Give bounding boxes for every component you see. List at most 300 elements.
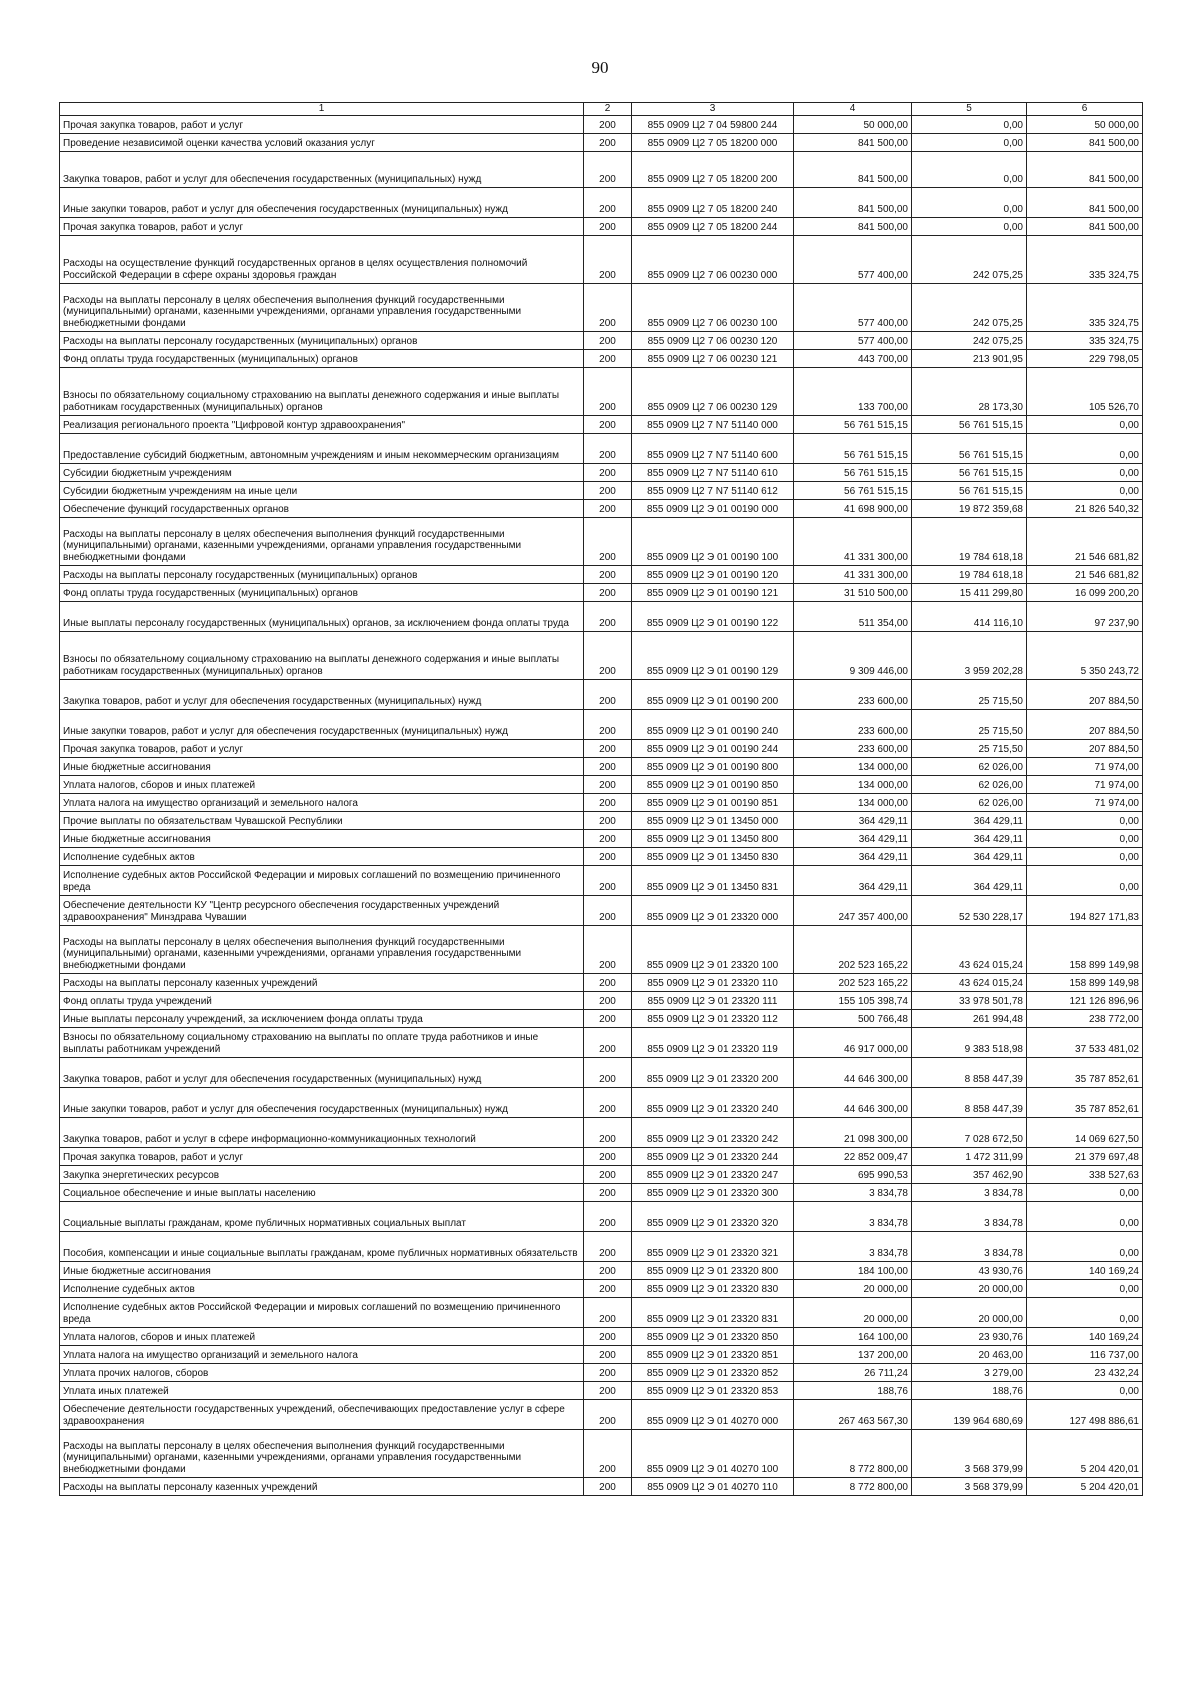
row-approved-cell: 841 500,00 — [794, 152, 912, 188]
row-remaining-cell: 50 000,00 — [1027, 116, 1143, 134]
row-approved-cell: 8 772 800,00 — [794, 1430, 912, 1478]
row-approved-cell: 233 600,00 — [794, 680, 912, 710]
row-csr-cell: 855 0909 Ц2 Э 01 23320 320 — [632, 1202, 794, 1232]
row-approved-cell: 511 354,00 — [794, 602, 912, 632]
row-remaining-cell: 5 350 243,72 — [1027, 632, 1143, 680]
row-approved-cell: 247 357 400,00 — [794, 896, 912, 926]
row-csr-cell: 855 0909 Ц2 7 06 00230 129 — [632, 368, 794, 416]
table-row — [60, 332, 1143, 350]
table-row — [60, 1298, 1143, 1328]
row-approved-cell: 155 105 398,74 — [794, 992, 912, 1010]
row-executed-cell: 33 978 501,78 — [912, 992, 1027, 1010]
table-row — [60, 518, 1143, 566]
row-executed-cell: 19 784 618,18 — [912, 566, 1027, 584]
row-code-cell: 200 — [584, 896, 632, 926]
row-approved-cell: 41 331 300,00 — [794, 518, 912, 566]
row-code-cell: 200 — [584, 1328, 632, 1346]
row-remaining-cell: 0,00 — [1027, 416, 1143, 434]
row-executed-cell: 19 872 359,68 — [912, 500, 1027, 518]
row-code-cell: 200 — [584, 812, 632, 830]
table-row — [60, 740, 1143, 758]
row-approved-cell: 41 331 300,00 — [794, 566, 912, 584]
table-row — [60, 896, 1143, 926]
row-name-cell: Иные бюджетные ассигнования — [60, 758, 584, 776]
table-row — [60, 974, 1143, 992]
row-remaining-cell: 14 069 627,50 — [1027, 1118, 1143, 1148]
row-name-cell: Уплата налога на имущество организаций и земельного налога — [60, 794, 584, 812]
row-name-cell: Взносы по обязательному социальному страхованию на выплаты денежного содержания и иные выплаты работникам государственных (муниципальных) органов — [60, 368, 584, 416]
row-remaining-cell: 0,00 — [1027, 830, 1143, 848]
row-approved-cell: 8 772 800,00 — [794, 1478, 912, 1496]
row-executed-cell: 0,00 — [912, 218, 1027, 236]
row-approved-cell: 364 429,11 — [794, 830, 912, 848]
row-name-cell: Закупка энергетических ресурсов — [60, 1166, 584, 1184]
row-name-cell: Субсидии бюджетным учреждениям — [60, 464, 584, 482]
row-csr-cell: 855 0909 Ц2 Э 01 23320 247 — [632, 1166, 794, 1184]
table-row — [60, 1232, 1143, 1262]
row-approved-cell: 56 761 515,15 — [794, 464, 912, 482]
row-approved-cell: 364 429,11 — [794, 848, 912, 866]
row-name-cell: Исполнение судебных актов — [60, 848, 584, 866]
row-executed-cell: 0,00 — [912, 134, 1027, 152]
row-code-cell: 200 — [584, 1298, 632, 1328]
row-remaining-cell: 841 500,00 — [1027, 134, 1143, 152]
row-code-cell: 200 — [584, 866, 632, 896]
table-row — [60, 710, 1143, 740]
table-row — [60, 1478, 1143, 1496]
table-row — [60, 1202, 1143, 1232]
row-code-cell: 200 — [584, 434, 632, 464]
row-csr-cell: 855 0909 Ц2 Э 01 23320 111 — [632, 992, 794, 1010]
row-approved-cell: 3 834,78 — [794, 1232, 912, 1262]
row-csr-cell: 855 0909 Ц2 Э 01 23320 110 — [632, 974, 794, 992]
table-row — [60, 632, 1143, 680]
row-remaining-cell: 127 498 886,61 — [1027, 1400, 1143, 1430]
table-row — [60, 482, 1143, 500]
row-name-cell: Исполнение судебных актов Российской Федерации и мировых соглашений по возмещению причиненного вреда — [60, 1298, 584, 1328]
row-code-cell: 200 — [584, 1364, 632, 1382]
row-name-cell: Прочая закупка товаров, работ и услуг — [60, 740, 584, 758]
row-name-cell: Расходы на выплаты персоналу государственных (муниципальных) органов — [60, 566, 584, 584]
table-row — [60, 116, 1143, 134]
row-approved-cell: 26 711,24 — [794, 1364, 912, 1382]
row-name-cell: Субсидии бюджетным учреждениям на иные цели — [60, 482, 584, 500]
row-code-cell: 200 — [584, 1148, 632, 1166]
row-code-cell: 200 — [584, 1232, 632, 1262]
row-executed-cell: 62 026,00 — [912, 776, 1027, 794]
row-remaining-cell: 841 500,00 — [1027, 152, 1143, 188]
row-code-cell: 200 — [584, 1118, 632, 1148]
row-csr-cell: 855 0909 Ц2 Э 01 23320 850 — [632, 1328, 794, 1346]
row-csr-cell: 855 0909 Ц2 Э 01 13450 831 — [632, 866, 794, 896]
row-csr-cell: 855 0909 Ц2 7 05 18200 000 — [632, 134, 794, 152]
row-csr-cell: 855 0909 Ц2 Э 01 40270 100 — [632, 1430, 794, 1478]
table-row — [60, 350, 1143, 368]
row-approved-cell: 364 429,11 — [794, 866, 912, 896]
table-row — [60, 1088, 1143, 1118]
table-row — [60, 464, 1143, 482]
row-executed-cell: 56 761 515,15 — [912, 434, 1027, 464]
row-code-cell: 200 — [584, 482, 632, 500]
table-row — [60, 236, 1143, 284]
row-approved-cell: 577 400,00 — [794, 236, 912, 284]
row-remaining-cell: 140 169,24 — [1027, 1328, 1143, 1346]
row-approved-cell: 31 510 500,00 — [794, 584, 912, 602]
row-remaining-cell: 37 533 481,02 — [1027, 1028, 1143, 1058]
row-approved-cell: 22 852 009,47 — [794, 1148, 912, 1166]
row-remaining-cell: 0,00 — [1027, 1202, 1143, 1232]
table-row — [60, 1118, 1143, 1148]
row-csr-cell: 855 0909 Ц2 Э 01 13450 000 — [632, 812, 794, 830]
row-csr-cell: 855 0909 Ц2 Э 01 00190 851 — [632, 794, 794, 812]
table-row — [60, 602, 1143, 632]
row-code-cell: 200 — [584, 1202, 632, 1232]
row-code-cell: 200 — [584, 758, 632, 776]
table-row — [60, 566, 1143, 584]
row-executed-cell: 3 568 379,99 — [912, 1478, 1027, 1496]
row-name-cell: Исполнение судебных актов Российской Федерации и мировых соглашений по возмещению причиненного вреда — [60, 866, 584, 896]
table-row — [60, 1166, 1143, 1184]
row-name-cell: Социальные выплаты гражданам, кроме публичных нормативных социальных выплат — [60, 1202, 584, 1232]
row-remaining-cell: 0,00 — [1027, 1382, 1143, 1400]
row-name-cell: Расходы на выплаты персоналу в целях обеспечения выполнения функций государственными (муниципальными) органами, казенными учреждениями, органами управления государственными внебюджетными фондами — [60, 518, 584, 566]
row-approved-cell: 20 000,00 — [794, 1280, 912, 1298]
row-code-cell: 200 — [584, 632, 632, 680]
row-approved-cell: 267 463 567,30 — [794, 1400, 912, 1430]
row-csr-cell: 855 0909 Ц2 7 06 00230 000 — [632, 236, 794, 284]
row-remaining-cell: 121 126 896,96 — [1027, 992, 1143, 1010]
row-executed-cell: 188,76 — [912, 1382, 1027, 1400]
row-csr-cell: 855 0909 Ц2 7 N7 51140 000 — [632, 416, 794, 434]
row-remaining-cell: 335 324,75 — [1027, 332, 1143, 350]
row-name-cell: Расходы на осуществление функций государственных органов в целях осуществления полномочий Российской Федерации в сфере охраны здоровья граждан — [60, 236, 584, 284]
row-csr-cell: 855 0909 Ц2 Э 01 23320 242 — [632, 1118, 794, 1148]
table-row — [60, 812, 1143, 830]
row-code-cell: 200 — [584, 584, 632, 602]
row-code-cell: 200 — [584, 848, 632, 866]
row-csr-cell: 855 0909 Ц2 Э 01 23320 000 — [632, 896, 794, 926]
row-remaining-cell: 335 324,75 — [1027, 284, 1143, 332]
row-csr-cell: 855 0909 Ц2 Э 01 23320 100 — [632, 926, 794, 974]
row-name-cell: Пособия, компенсации и иные социальные выплаты гражданам, кроме публичных нормативных обязательств — [60, 1232, 584, 1262]
table-row — [60, 794, 1143, 812]
table-row — [60, 218, 1143, 236]
table-body — [60, 116, 1143, 1496]
column-number-row — [60, 103, 1143, 116]
row-name-cell: Уплата прочих налогов, сборов — [60, 1364, 584, 1382]
row-name-cell: Взносы по обязательному социальному страхованию на выплаты по оплате труда работников и иные выплаты работникам учреждений — [60, 1028, 584, 1058]
row-approved-cell: 56 761 515,15 — [794, 416, 912, 434]
row-executed-cell: 261 994,48 — [912, 1010, 1027, 1028]
row-executed-cell: 364 429,11 — [912, 830, 1027, 848]
row-csr-cell: 855 0909 Ц2 Э 01 23320 112 — [632, 1010, 794, 1028]
row-name-cell: Обеспечение деятельности КУ "Центр ресурсного обеспечения государственных учреждений здравоохранения" Минздрава Чувашии — [60, 896, 584, 926]
row-remaining-cell: 21 379 697,48 — [1027, 1148, 1143, 1166]
row-code-cell: 200 — [584, 284, 632, 332]
table-row — [60, 1058, 1143, 1088]
row-remaining-cell: 0,00 — [1027, 434, 1143, 464]
row-name-cell: Расходы на выплаты персоналу в целях обеспечения выполнения функций государственными (муниципальными) органами, казенными учреждениями, органами управления государственными внебюджетными фондами — [60, 1430, 584, 1478]
row-approved-cell: 56 761 515,15 — [794, 434, 912, 464]
row-executed-cell: 56 761 515,15 — [912, 482, 1027, 500]
row-name-cell: Фонд оплаты труда учреждений — [60, 992, 584, 1010]
table-row — [60, 1364, 1143, 1382]
row-csr-cell: 855 0909 Ц2 Э 01 13450 830 — [632, 848, 794, 866]
row-executed-cell: 242 075,25 — [912, 284, 1027, 332]
row-code-cell: 200 — [584, 830, 632, 848]
table-row — [60, 848, 1143, 866]
row-name-cell: Фонд оплаты труда государственных (муниципальных) органов — [60, 350, 584, 368]
row-executed-cell: 0,00 — [912, 116, 1027, 134]
row-name-cell: Иные закупки товаров, работ и услуг для обеспечения государственных (муниципальных) нужд — [60, 1088, 584, 1118]
row-remaining-cell: 841 500,00 — [1027, 188, 1143, 218]
row-executed-cell: 28 173,30 — [912, 368, 1027, 416]
row-remaining-cell: 140 169,24 — [1027, 1262, 1143, 1280]
row-remaining-cell: 207 884,50 — [1027, 680, 1143, 710]
row-csr-cell: 855 0909 Ц2 7 N7 51140 610 — [632, 464, 794, 482]
row-csr-cell: 855 0909 Ц2 Э 01 23320 852 — [632, 1364, 794, 1382]
row-name-cell: Уплата налога на имущество организаций и земельного налога — [60, 1346, 584, 1364]
row-remaining-cell: 207 884,50 — [1027, 740, 1143, 758]
row-approved-cell: 202 523 165,22 — [794, 926, 912, 974]
row-executed-cell: 62 026,00 — [912, 794, 1027, 812]
row-csr-cell: 855 0909 Ц2 7 05 18200 244 — [632, 218, 794, 236]
row-remaining-cell: 841 500,00 — [1027, 218, 1143, 236]
row-executed-cell: 364 429,11 — [912, 812, 1027, 830]
row-code-cell: 200 — [584, 974, 632, 992]
row-code-cell: 200 — [584, 350, 632, 368]
row-name-cell: Иные бюджетные ассигнования — [60, 1262, 584, 1280]
row-executed-cell: 364 429,11 — [912, 848, 1027, 866]
row-executed-cell: 25 715,50 — [912, 740, 1027, 758]
row-remaining-cell: 35 787 852,61 — [1027, 1058, 1143, 1088]
row-code-cell: 200 — [584, 926, 632, 974]
column-header: 1 — [60, 103, 584, 116]
table-row — [60, 368, 1143, 416]
row-csr-cell: 855 0909 Ц2 7 06 00230 121 — [632, 350, 794, 368]
row-name-cell: Прочие выплаты по обязательствам Чувашской Республики — [60, 812, 584, 830]
row-approved-cell: 56 761 515,15 — [794, 482, 912, 500]
row-name-cell: Проведение независимой оценки качества условий оказания услуг — [60, 134, 584, 152]
row-remaining-cell: 16 099 200,20 — [1027, 584, 1143, 602]
column-header: 5 — [912, 103, 1027, 116]
row-remaining-cell: 229 798,05 — [1027, 350, 1143, 368]
row-code-cell: 200 — [584, 1478, 632, 1496]
row-approved-cell: 20 000,00 — [794, 1298, 912, 1328]
row-executed-cell: 3 279,00 — [912, 1364, 1027, 1382]
row-approved-cell: 3 834,78 — [794, 1184, 912, 1202]
column-header: 4 — [794, 103, 912, 116]
row-code-cell: 200 — [584, 368, 632, 416]
row-csr-cell: 855 0909 Ц2 Э 01 23320 831 — [632, 1298, 794, 1328]
row-code-cell: 200 — [584, 500, 632, 518]
row-name-cell: Расходы на выплаты персоналу государственных (муниципальных) органов — [60, 332, 584, 350]
table-row — [60, 830, 1143, 848]
row-code-cell: 200 — [584, 188, 632, 218]
row-code-cell: 200 — [584, 1028, 632, 1058]
row-executed-cell: 364 429,11 — [912, 866, 1027, 896]
row-code-cell: 200 — [584, 1400, 632, 1430]
row-approved-cell: 364 429,11 — [794, 812, 912, 830]
row-code-cell: 200 — [584, 332, 632, 350]
row-csr-cell: 855 0909 Ц2 Э 01 00190 800 — [632, 758, 794, 776]
row-name-cell: Иные бюджетные ассигнования — [60, 830, 584, 848]
row-executed-cell: 19 784 618,18 — [912, 518, 1027, 566]
row-csr-cell: 855 0909 Ц2 Э 01 00190 121 — [632, 584, 794, 602]
row-name-cell: Расходы на выплаты персоналу в целях обеспечения выполнения функций государственными (муниципальными) органами, казенными учреждениями, органами управления государственными внебюджетными фондами — [60, 284, 584, 332]
row-csr-cell: 855 0909 Ц2 Э 01 23320 244 — [632, 1148, 794, 1166]
row-code-cell: 200 — [584, 602, 632, 632]
row-approved-cell: 577 400,00 — [794, 332, 912, 350]
row-code-cell: 200 — [584, 1262, 632, 1280]
row-remaining-cell: 0,00 — [1027, 848, 1143, 866]
row-name-cell: Расходы на выплаты персоналу казенных учреждений — [60, 974, 584, 992]
row-remaining-cell: 116 737,00 — [1027, 1346, 1143, 1364]
column-header: 2 — [584, 103, 632, 116]
row-executed-cell: 3 834,78 — [912, 1184, 1027, 1202]
row-remaining-cell: 158 899 149,98 — [1027, 926, 1143, 974]
table-row — [60, 500, 1143, 518]
row-csr-cell: 855 0909 Ц2 Э 01 23320 300 — [632, 1184, 794, 1202]
row-approved-cell: 41 698 900,00 — [794, 500, 912, 518]
row-approved-cell: 164 100,00 — [794, 1328, 912, 1346]
row-executed-cell: 56 761 515,15 — [912, 416, 1027, 434]
row-remaining-cell: 97 237,90 — [1027, 602, 1143, 632]
row-approved-cell: 841 500,00 — [794, 188, 912, 218]
row-csr-cell: 855 0909 Ц2 7 N7 51140 600 — [632, 434, 794, 464]
row-approved-cell: 841 500,00 — [794, 218, 912, 236]
row-name-cell: Закупка товаров, работ и услуг для обеспечения государственных (муниципальных) нужд — [60, 680, 584, 710]
row-name-cell: Социальное обеспечение и иные выплаты населению — [60, 1184, 584, 1202]
row-name-cell: Закупка товаров, работ и услуг для обеспечения государственных (муниципальных) нужд — [60, 1058, 584, 1088]
table-row — [60, 152, 1143, 188]
row-code-cell: 200 — [584, 1088, 632, 1118]
row-csr-cell: 855 0909 Ц2 Э 01 00190 100 — [632, 518, 794, 566]
table-row — [60, 992, 1143, 1010]
row-approved-cell: 21 098 300,00 — [794, 1118, 912, 1148]
row-executed-cell: 357 462,90 — [912, 1166, 1027, 1184]
row-approved-cell: 134 000,00 — [794, 776, 912, 794]
row-executed-cell: 43 624 015,24 — [912, 926, 1027, 974]
row-code-cell: 200 — [584, 992, 632, 1010]
row-remaining-cell: 21 546 681,82 — [1027, 566, 1143, 584]
row-executed-cell: 20 000,00 — [912, 1280, 1027, 1298]
row-name-cell: Иные выплаты персоналу государственных (муниципальных) органов, за исключением фонда оплаты труда — [60, 602, 584, 632]
row-remaining-cell: 5 204 420,01 — [1027, 1478, 1143, 1496]
table-row — [60, 1148, 1143, 1166]
row-remaining-cell: 5 204 420,01 — [1027, 1430, 1143, 1478]
row-approved-cell: 137 200,00 — [794, 1346, 912, 1364]
row-executed-cell: 8 858 447,39 — [912, 1088, 1027, 1118]
table-row — [60, 866, 1143, 896]
row-code-cell: 200 — [584, 218, 632, 236]
row-name-cell: Уплата иных платежей — [60, 1382, 584, 1400]
row-csr-cell: 855 0909 Ц2 7 N7 51140 612 — [632, 482, 794, 500]
row-approved-cell: 50 000,00 — [794, 116, 912, 134]
budget-execution-table — [59, 102, 1143, 1496]
row-code-cell: 200 — [584, 1184, 632, 1202]
table-row — [60, 434, 1143, 464]
row-csr-cell: 855 0909 Ц2 Э 01 40270 110 — [632, 1478, 794, 1496]
table-row — [60, 1262, 1143, 1280]
row-approved-cell: 3 834,78 — [794, 1202, 912, 1232]
row-remaining-cell: 158 899 149,98 — [1027, 974, 1143, 992]
row-approved-cell: 9 309 446,00 — [794, 632, 912, 680]
row-remaining-cell: 238 772,00 — [1027, 1010, 1143, 1028]
row-csr-cell: 855 0909 Ц2 7 04 59800 244 — [632, 116, 794, 134]
row-executed-cell: 62 026,00 — [912, 758, 1027, 776]
row-csr-cell: 855 0909 Ц2 Э 01 13450 800 — [632, 830, 794, 848]
row-csr-cell: 855 0909 Ц2 Э 01 23320 830 — [632, 1280, 794, 1298]
row-name-cell: Расходы на выплаты персоналу казенных учреждений — [60, 1478, 584, 1496]
row-name-cell: Иные выплаты персоналу учреждений, за исключением фонда оплаты труда — [60, 1010, 584, 1028]
row-name-cell: Расходы на выплаты персоналу в целях обеспечения выполнения функций государственными (муниципальными) органами, казенными учреждениями, органами управления государственными внебюджетными фондами — [60, 926, 584, 974]
row-code-cell: 200 — [584, 740, 632, 758]
row-csr-cell: 855 0909 Ц2 Э 01 00190 244 — [632, 740, 794, 758]
row-executed-cell: 3 834,78 — [912, 1202, 1027, 1232]
row-code-cell: 200 — [584, 134, 632, 152]
row-executed-cell: 0,00 — [912, 188, 1027, 218]
table-row — [60, 1010, 1143, 1028]
row-csr-cell: 855 0909 Ц2 7 06 00230 100 — [632, 284, 794, 332]
row-approved-cell: 841 500,00 — [794, 134, 912, 152]
row-executed-cell: 414 116,10 — [912, 602, 1027, 632]
row-code-cell: 200 — [584, 416, 632, 434]
row-executed-cell: 9 383 518,98 — [912, 1028, 1027, 1058]
row-code-cell: 200 — [584, 1058, 632, 1088]
table-row — [60, 1400, 1143, 1430]
row-csr-cell: 855 0909 Ц2 Э 01 00190 122 — [632, 602, 794, 632]
table-row — [60, 416, 1143, 434]
row-executed-cell: 7 028 672,50 — [912, 1118, 1027, 1148]
row-executed-cell: 56 761 515,15 — [912, 464, 1027, 482]
row-remaining-cell: 0,00 — [1027, 464, 1143, 482]
row-code-cell: 200 — [584, 710, 632, 740]
table-row — [60, 134, 1143, 152]
row-remaining-cell: 0,00 — [1027, 1280, 1143, 1298]
row-csr-cell: 855 0909 Ц2 Э 01 23320 200 — [632, 1058, 794, 1088]
row-executed-cell: 15 411 299,80 — [912, 584, 1027, 602]
row-remaining-cell: 23 432,24 — [1027, 1364, 1143, 1382]
row-code-cell: 200 — [584, 1010, 632, 1028]
row-remaining-cell: 194 827 171,83 — [1027, 896, 1143, 926]
table-row — [60, 776, 1143, 794]
row-approved-cell: 443 700,00 — [794, 350, 912, 368]
row-csr-cell: 855 0909 Ц2 Э 01 23320 240 — [632, 1088, 794, 1118]
row-code-cell: 200 — [584, 464, 632, 482]
row-executed-cell: 3 568 379,99 — [912, 1430, 1027, 1478]
row-name-cell: Закупка товаров, работ и услуг в сфере информационно-коммуникационных технологий — [60, 1118, 584, 1148]
row-executed-cell: 8 858 447,39 — [912, 1058, 1027, 1088]
table-row — [60, 1382, 1143, 1400]
row-name-cell: Иные закупки товаров, работ и услуг для обеспечения государственных (муниципальных) нужд — [60, 710, 584, 740]
row-code-cell: 200 — [584, 1280, 632, 1298]
row-csr-cell: 855 0909 Ц2 Э 01 00190 000 — [632, 500, 794, 518]
row-code-cell: 200 — [584, 680, 632, 710]
column-header: 6 — [1027, 103, 1143, 116]
row-executed-cell: 43 624 015,24 — [912, 974, 1027, 992]
row-csr-cell: 855 0909 Ц2 Э 01 23320 119 — [632, 1028, 794, 1058]
row-executed-cell: 3 959 202,28 — [912, 632, 1027, 680]
row-name-cell: Фонд оплаты труда государственных (муниципальных) органов — [60, 584, 584, 602]
table-row — [60, 584, 1143, 602]
row-code-cell: 200 — [584, 152, 632, 188]
page-number: 90 — [591, 58, 609, 77]
row-approved-cell: 188,76 — [794, 1382, 912, 1400]
row-csr-cell: 855 0909 Ц2 Э 01 23320 321 — [632, 1232, 794, 1262]
row-remaining-cell: 0,00 — [1027, 482, 1143, 500]
row-name-cell: Обеспечение деятельности государственных учреждений, обеспечивающих предоставление услуг в сфере здравоохранения — [60, 1400, 584, 1430]
